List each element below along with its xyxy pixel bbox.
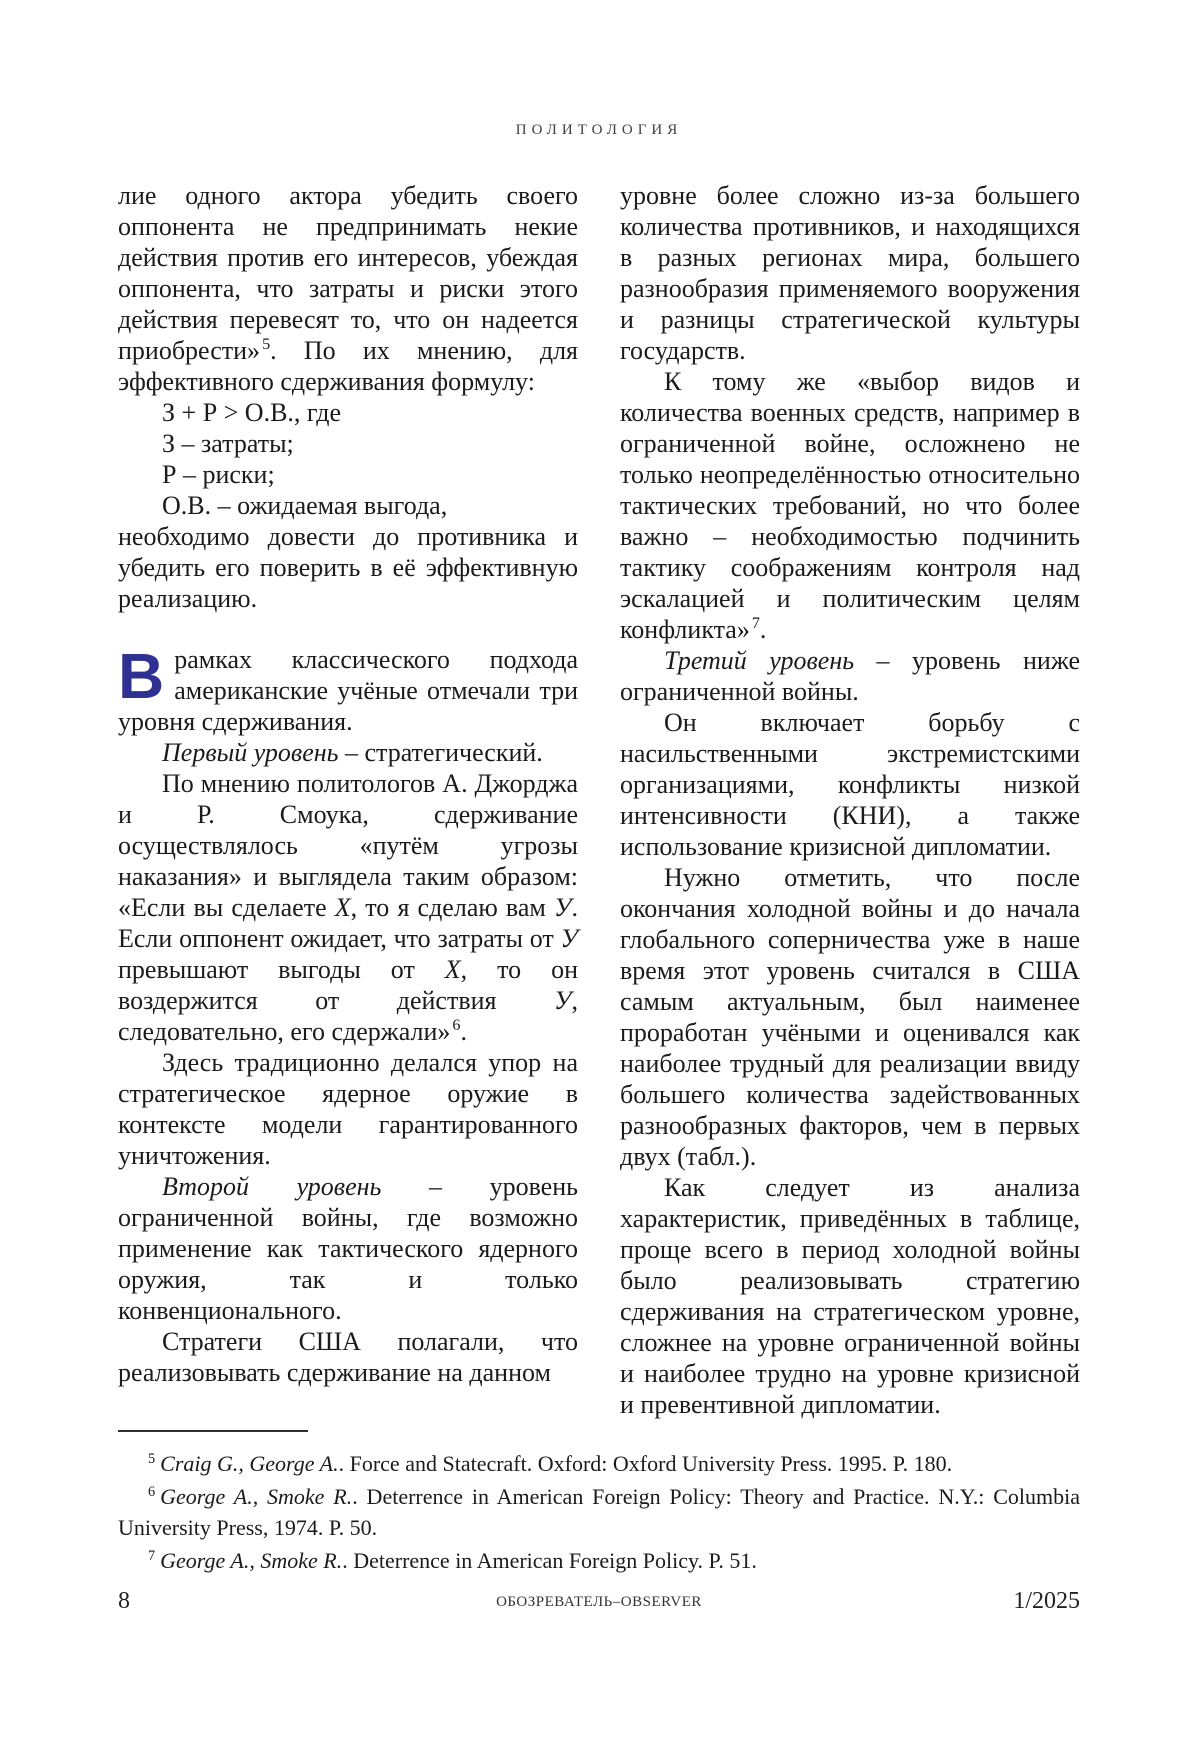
paragraph-text: лие одного актора убедить своего оппонента не предпринимать некие действия против его интересов, убеждая оппонента, что затраты и риски этого действия перевесят то, что он надеется приобрести»: [118, 181, 578, 365]
paragraph: [118, 768, 578, 1047]
paragraph: уровне более сложно из-за большего количества противников, и находящихся в разных регионах мира, большего разнообразия применяемого вооружения и разницы стратегической культуры государств.: [620, 181, 1080, 365]
paragraph-text: – уровень ограниченной войны, где возможно применение как тактического ядерного оружия, так и только конвенционального.: [118, 1172, 578, 1325]
column-left: [118, 180, 578, 1420]
column-right: [620, 180, 1080, 1420]
variable-x: X: [444, 955, 461, 984]
level-label: Третий уровень: [664, 646, 855, 675]
paragraph-text: . Если оппонент ожидает, что затраты от: [118, 893, 578, 953]
formula-line: Р – риски;: [162, 460, 275, 489]
paragraph: Стратеги США полагали, что реализовывать сдерживание на данном: [118, 1327, 578, 1387]
variable-y: У: [554, 986, 572, 1015]
footnote-ref-6: 6: [452, 1017, 461, 1035]
paragraph: Он включает борьбу с насильственными экстремистскими организациями, конфликты низкой интенсивности (КНИ), а также использование кризисной дипломатии.: [620, 708, 1080, 861]
footnote-separator: [118, 1430, 308, 1432]
paragraph: [620, 645, 1080, 707]
footnote-ref-7: 7: [751, 615, 760, 633]
paragraph: необходимо довести до противника и убедить его поверить в её эффективную реализацию.: [118, 522, 578, 613]
paragraph: [118, 1171, 578, 1326]
variable-y: У: [560, 924, 578, 953]
level-label: Первый уровень: [162, 738, 339, 767]
footnote-authors: Craig G., George A.: [160, 1451, 339, 1476]
formula-line: О.В. – ожидаемая выгода,: [162, 491, 448, 520]
section-header: ПОЛИТОЛОГИЯ: [515, 122, 683, 138]
footnote: [118, 1448, 1080, 1479]
paragraph: [118, 180, 578, 397]
page-footer: [118, 1588, 1080, 1618]
footnote: [118, 1545, 1080, 1576]
footnote-ref-5: 5: [262, 336, 271, 354]
paragraph-text: . По их мнению, для эффективного сдерживания формулу:: [118, 336, 578, 396]
footnote-authors: George A., Smoke R.: [160, 1548, 343, 1573]
paragraph-text: , то он воздержится от действия: [118, 955, 578, 1015]
paragraph: Нужно отметить, что после окончания холодной войны и до начала глобального соперничества уже в наше время этот уровень считался в США самым актуальным, был наименее проработан учёными и оценивался как наиболее трудный для реализации ввиду большего количества задействованных разнообразных факторов, чем в первых двух (табл.).: [620, 863, 1080, 1171]
paragraph-text: .: [460, 1017, 467, 1046]
paragraph: [620, 366, 1080, 645]
formula-line: З – затраты;: [162, 429, 294, 458]
paragraph-text: К тому же «выбор видов и количества военных средств, например в ограниченной войне, осложнено не только неопределённостью относительно тактических требований, но что более важно – необходимостью подчинить тактику соображениям контроля над эскалацией и политическим целям конфликта»: [620, 367, 1080, 644]
footnotes-section: [118, 1430, 1080, 1578]
paragraph: Как следует из анализа характеристик, приведённых в таблице, проще всего в период холодной войны было реализовывать стратегию сдерживания на стратегическом уровне, сложнее на уровне ограниченной войны и наиболее трудно на уровне кризисной и превентивной дипломатии.: [620, 1173, 1080, 1419]
footnote-number: 7: [148, 1547, 156, 1564]
paragraph-text: – стратегический.: [338, 738, 543, 767]
variable-y: У: [554, 893, 572, 922]
paragraph-text: , то я сделаю вам: [350, 893, 554, 922]
footnote-number: 5: [148, 1450, 156, 1467]
paragraph-text: – уровень ниже ограниченной войны.: [620, 646, 1080, 706]
paragraph: Здесь традиционно делался упор на стратегическое ядерное оружие в контексте модели гарантированного уничтожения.: [118, 1048, 578, 1170]
paragraph-text: По мнению политологов А. Джорджа и Р. Смоука, сдерживание осуществлялось «путём угрозы наказания» и выглядела таким образом: «Если вы сделаете: [118, 769, 578, 922]
paragraph-dropcap: [118, 640, 578, 737]
paragraph-text: .: [759, 615, 767, 644]
page-number: 8: [118, 1588, 130, 1614]
paragraph-text: превышают выгоды от: [118, 955, 445, 984]
issue-number: 1/2025: [1013, 1588, 1080, 1614]
footnote: [118, 1481, 1080, 1543]
paragraph-text: рамках классического подхода американские учёные отмечали три уровня сдерживания.: [118, 645, 578, 736]
paragraph: [118, 737, 578, 768]
footnote-authors: George A., Smoke R.: [160, 1484, 353, 1509]
content-columns: [118, 180, 1080, 1420]
level-label: Второй уровень: [162, 1172, 382, 1201]
journal-name: ОБОЗРЕВАТЕЛЬ–OBSERVER: [496, 1594, 702, 1610]
paragraph-text: , следовательно, его сдержали»: [118, 986, 578, 1046]
footnote-text: . Deterrence in American Foreign Policy: Theory and Practice. N.Y.: Columbia University Press, 1974. P. 50.: [118, 1484, 1080, 1540]
footnote-text: . Deterrence in American Foreign Policy. P. 51.: [342, 1548, 757, 1573]
variable-x: X: [334, 893, 351, 922]
footnote-number: 6: [148, 1483, 156, 1500]
footnote-text: . Force and Statecraft. Oxford: Oxford University Press. 1995. P. 180.: [338, 1451, 953, 1476]
drop-cap: В: [118, 640, 165, 712]
formula-line: З + Р > О.В., где: [162, 398, 342, 427]
